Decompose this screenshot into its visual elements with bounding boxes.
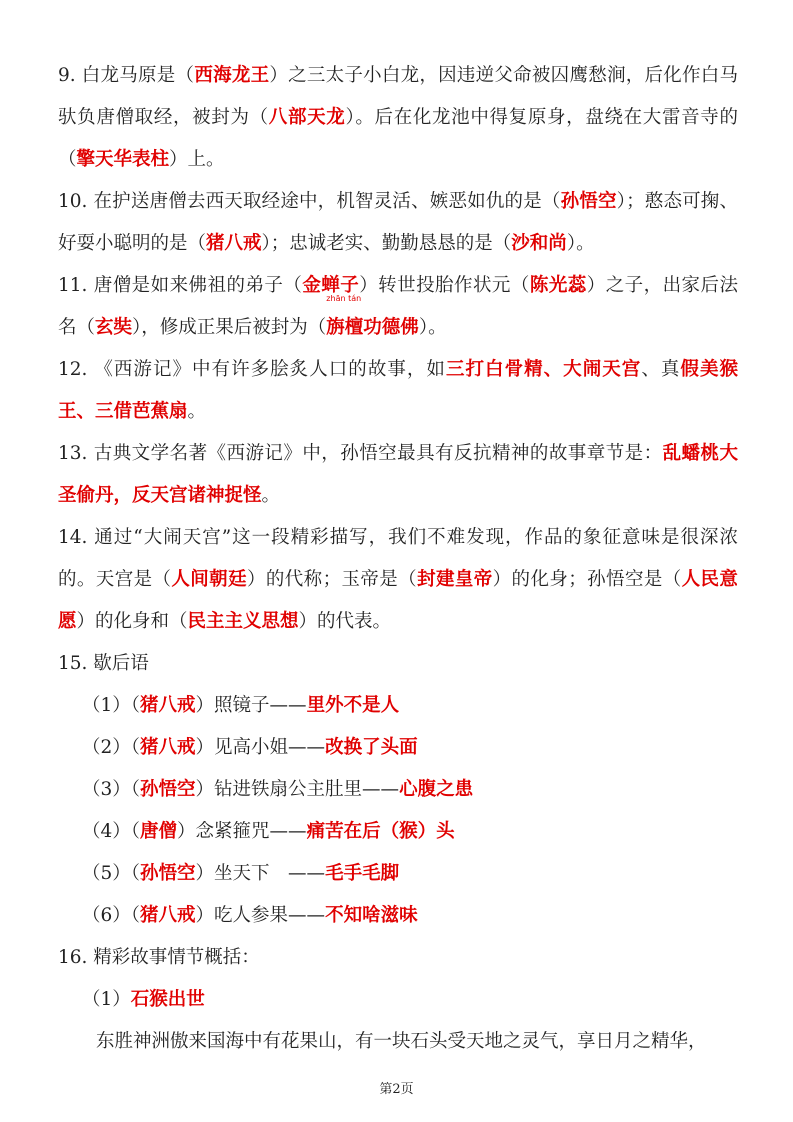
pinyin-annotation: zhān tán	[326, 294, 362, 303]
answer-text: 孙悟空	[140, 863, 196, 884]
answer-text: 西海龙王	[194, 65, 270, 86]
answer-text: 封建皇帝	[417, 569, 493, 590]
question-11: 11. 唐僧是如来佛祖的弟子（金蝉子）转世投胎作状元（陈光蕊）之子，出家后法名（玄奘），修成正果后被封为（ zhān tán 旃檀功德佛）。	[58, 265, 738, 349]
answer-text: 唐僧	[140, 821, 178, 842]
question-15-title: 15. 歇后语	[58, 653, 149, 674]
answer-text: 不知啥滋味	[325, 905, 418, 926]
answer-text: 孙悟空	[140, 779, 196, 800]
answer-text: 里外不是人	[306, 695, 400, 716]
answer-text: 猪八戒	[140, 905, 196, 926]
answer-text: 心腹之患	[399, 779, 474, 800]
list-item: （2）（猪八戒）见高小姐——改换了头面	[82, 737, 418, 758]
answer-text: 金蝉子	[302, 275, 360, 296]
story-subheading: （1）石猴出世	[82, 989, 205, 1010]
question-9: 9. 白龙马原是（西海龙王）之三太子小白龙，因违逆父命被囚鹰愁涧，后化作白马驮负唐僧取经，被封为（八部天龙）。后在化龙池中得复原身，盘绕在大雷音寺的（擎天华表柱）上。	[58, 65, 738, 170]
question-16-title: 16. 精彩故事情节概括：	[58, 947, 260, 968]
answer-text: 假美猴王、三借芭蕉扇	[58, 359, 738, 422]
answer-text: 三打白骨精、大闹天宫	[445, 359, 642, 380]
answer-text: 孙悟空	[560, 191, 617, 212]
document-body	[58, 55, 738, 1063]
answer-text: 猪八戒	[140, 737, 196, 758]
answer-text: 人民意愿	[58, 569, 738, 632]
question-13: 13. 古典文学名著《西游记》中，孙悟空最具有反抗精神的故事章节是：乱蟠桃大圣偷丹，反天宫诸神捉怪。	[58, 443, 738, 506]
question-12: 12. 《西游记》中有许多脍炙人口的故事，如三打白骨精、大闹天宫、真假美猴王、三借芭蕉扇。	[58, 359, 738, 422]
xiehouyu-list	[58, 685, 738, 937]
story-paragraph: 东胜神洲傲来国海中有花果山，有一块石头受天地之灵气，享日月之精华，	[96, 1031, 707, 1052]
answer-text: 陈光蕊	[529, 275, 587, 296]
answer-text: 民主主义思想	[187, 611, 299, 632]
answer-text: 改换了头面	[325, 737, 418, 758]
answer-text: 猪八戒	[206, 233, 262, 254]
list-item: （6）（猪八戒）吃人参果——不知啥滋味	[82, 905, 418, 926]
page-number: 第2页	[379, 1082, 414, 1097]
answer-text: 石猴出世	[130, 989, 205, 1010]
annotated-answer	[326, 294, 419, 349]
list-item: （4）（唐僧）念紧箍咒——痛苦在后（猴）头	[82, 821, 455, 842]
answer-text: 毛手毛脚	[325, 863, 400, 884]
answer-text: 擎天华表柱	[76, 149, 170, 170]
question-10: 10. 在护送唐僧去西天取经途中，机智灵活、嫉恶如仇的是（孙悟空）；憨态可掬、好耍小聪明的是（猪八戒）；忠诚老实、勤勤恳恳的是（沙和尚）。	[58, 191, 738, 254]
list-item: （3）（孙悟空）钻进铁扇公主肚里——心腹之患	[82, 779, 474, 800]
list-item: （1）（猪八戒）照镜子——里外不是人	[82, 695, 400, 716]
list-item: （5）（孙悟空）坐天下 ——毛手毛脚	[82, 863, 400, 884]
answer-text: 沙和尚	[511, 233, 567, 254]
answer-text: 玄奘	[95, 317, 133, 338]
answer-text: 痛苦在后（猴）头	[306, 821, 455, 842]
answer-text: 人间朝廷	[171, 569, 247, 590]
answer-text: 八部天龙	[268, 107, 346, 128]
answer-text: 猪八戒	[140, 695, 196, 716]
answer-text: 旃檀功德佛	[326, 317, 419, 338]
answer-text: 乱蟠桃大圣偷丹，反天宫诸神捉怪	[58, 443, 738, 506]
question-14: 14. 通过“大闹天宫”这一段精彩描写，我们不难发现，作品的象征意味是很深浓的。天宫是（人间朝廷）的代称；玉帝是（封建皇帝）的化身；孙悟空是（人民意愿）的化身和（民主主义思想）的代表。	[58, 527, 738, 632]
